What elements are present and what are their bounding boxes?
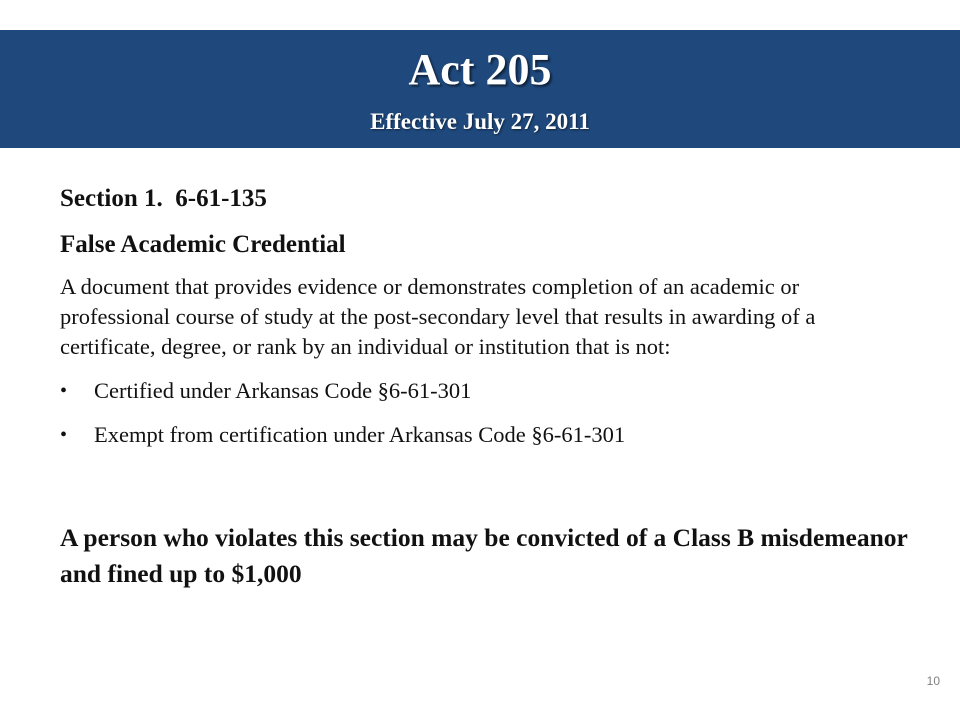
title-bar [0, 30, 960, 148]
slide-title: Act 205 [408, 45, 552, 94]
credential-heading: False Academic Credential [60, 231, 346, 258]
list-item [60, 376, 910, 406]
section-heading: Section 1. 6-61-135 [60, 185, 267, 212]
bullet-icon: • [60, 380, 68, 402]
list-item-text: Exempt from certification under Arkansas Code §6-61-301 [94, 422, 626, 447]
list-item [60, 420, 910, 450]
slide-subtitle: Effective July 27, 2011 [370, 109, 590, 134]
penalty-statement: A person who violates this section may be convicted of a Class B misdemeanor and fined up to $1,000 [60, 523, 908, 588]
page-number: 10 [926, 674, 940, 688]
bullet-icon: • [60, 424, 68, 446]
definition-paragraph: A document that provides evidence or demonstrates completion of an academic or professional course of study at the post-secondary level that results in awarding of a certificate, degree, or rank by an individual or institution that is not: [60, 274, 816, 359]
slide-content [60, 184, 910, 592]
list-item-text: Certified under Arkansas Code §6-61-301 [94, 378, 472, 403]
exemption-list [60, 376, 910, 450]
